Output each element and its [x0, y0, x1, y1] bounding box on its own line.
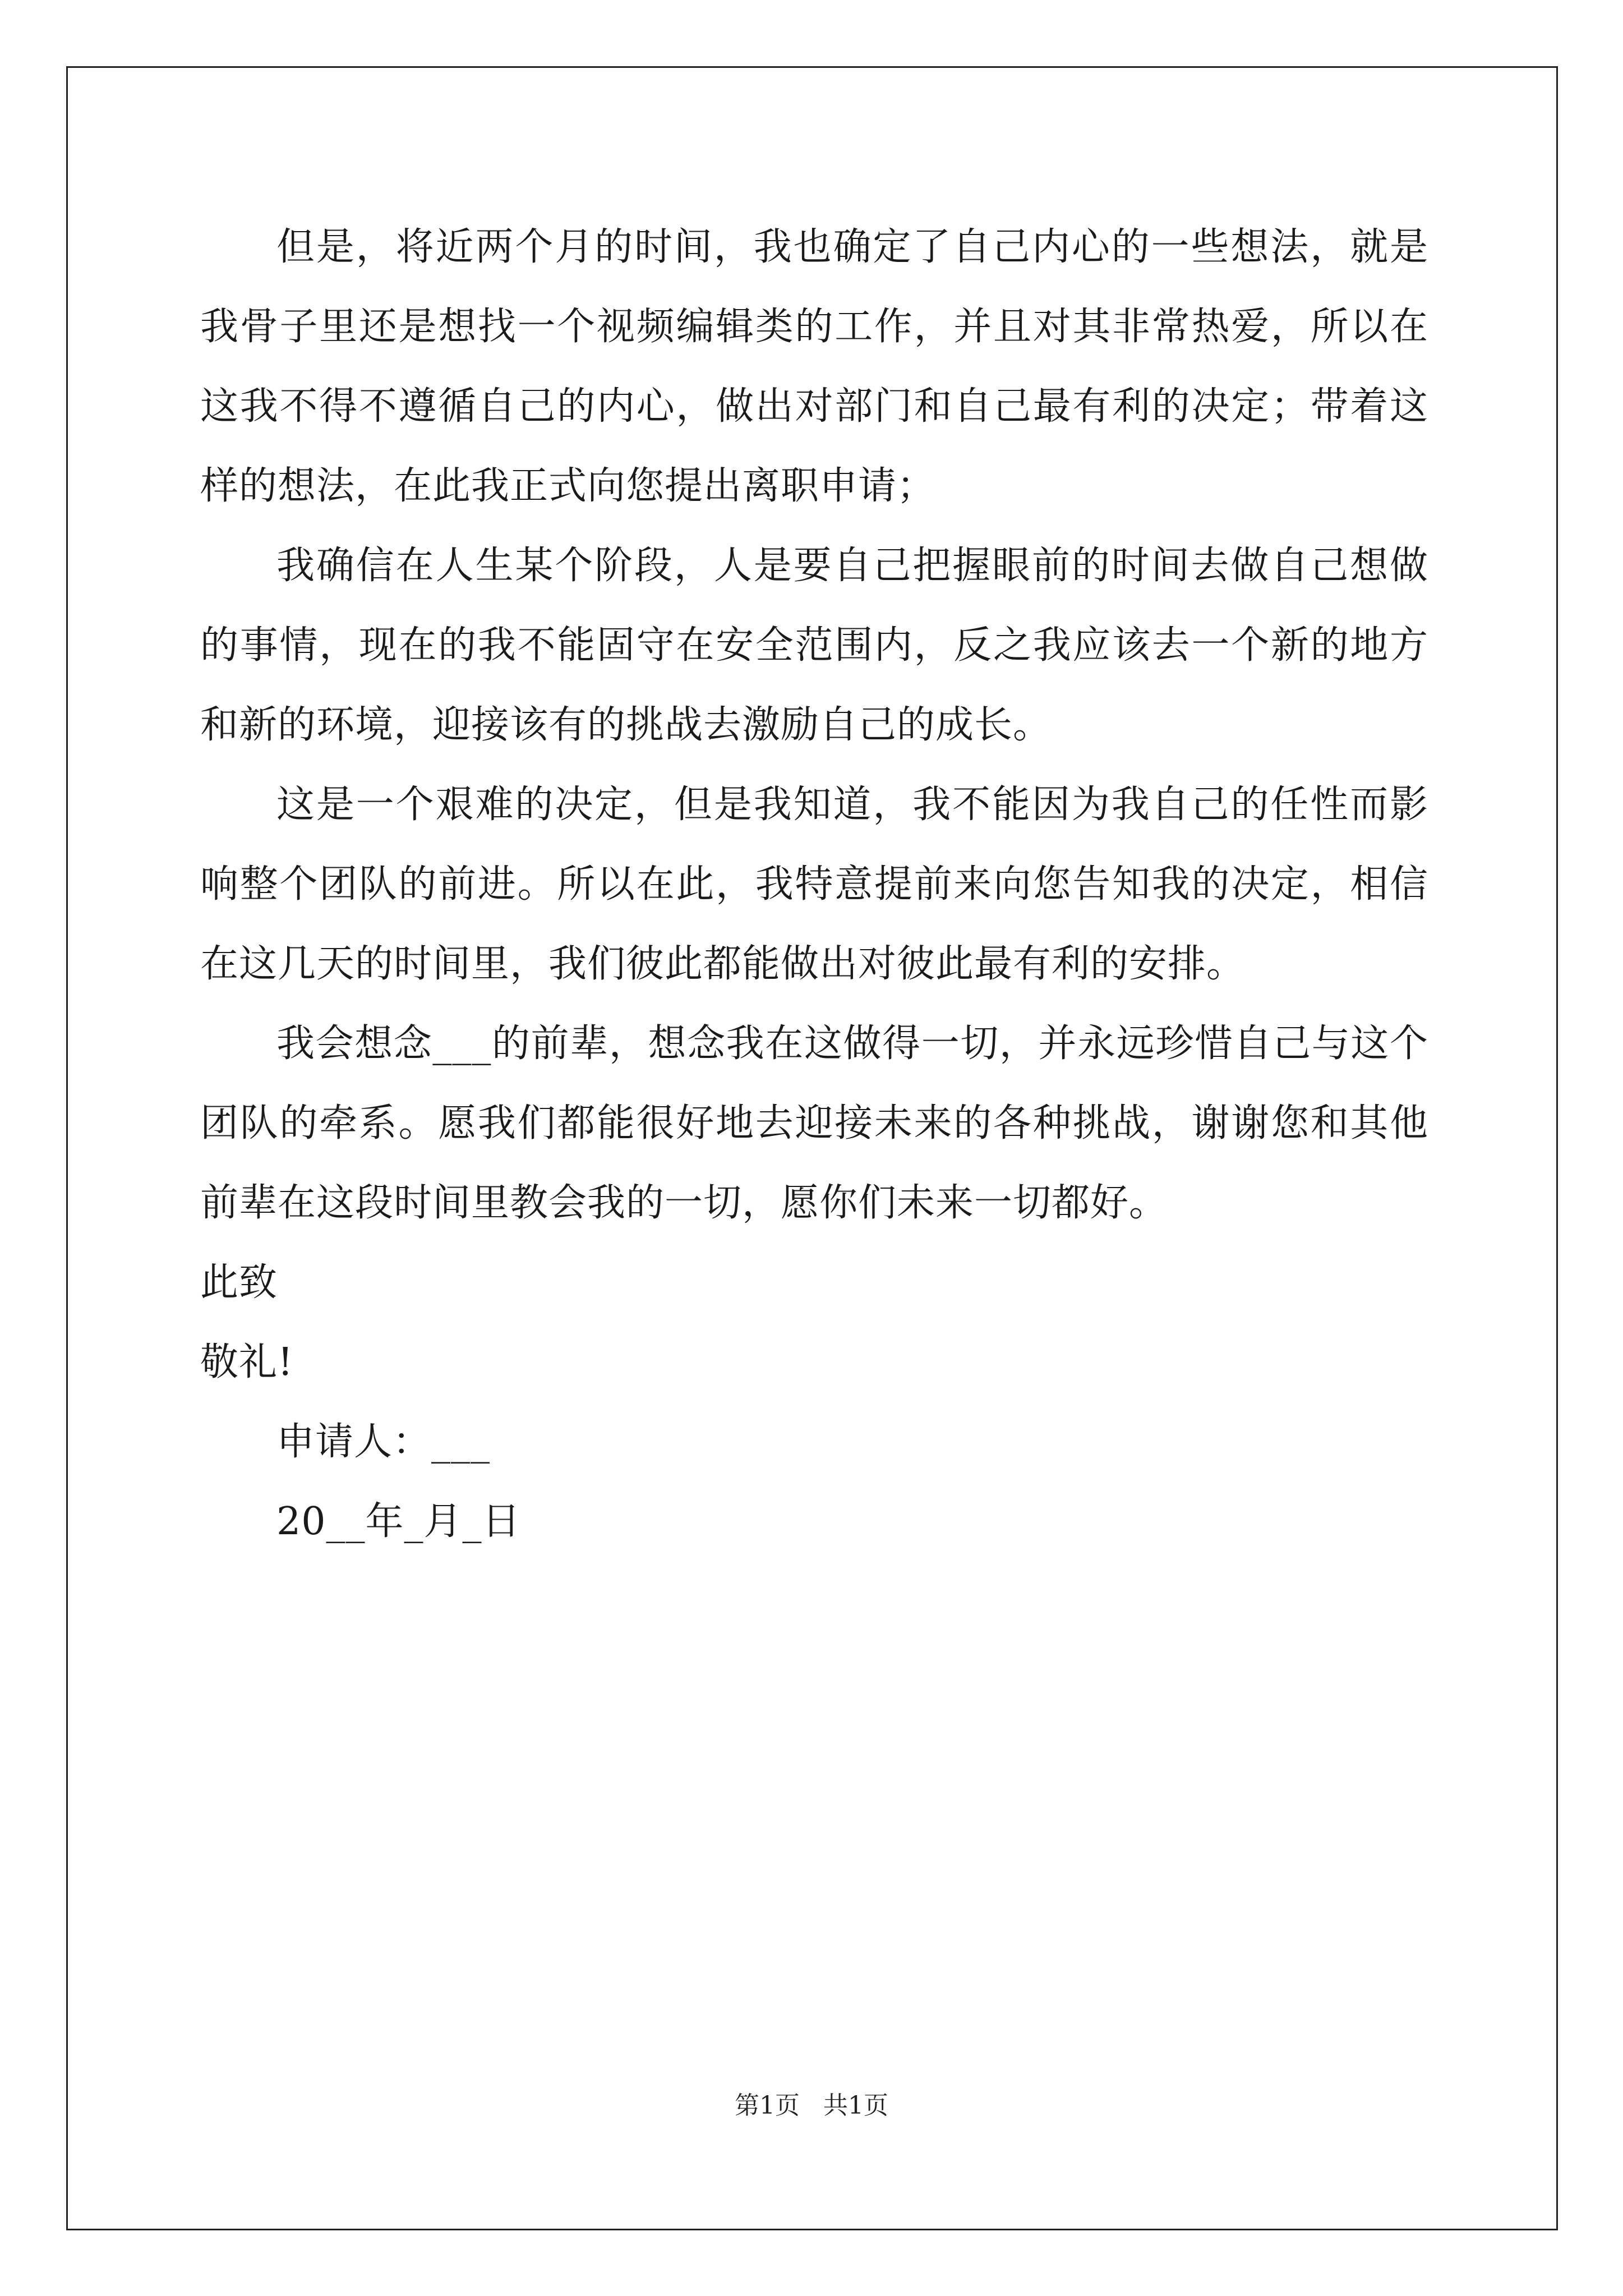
page-total: 共1页 [823, 2091, 888, 2120]
paragraph-belief: 我确信在人生某个阶段，人是要自己把握眼前的时间去做自己想做的事情，现在的我不能固守在安全范围内，反之我应该去一个新的地方和新的环境，迎接该有的挑战去激励自己的成长。 [200, 544, 1428, 747]
closing-salutation: 此致 [200, 1260, 278, 1305]
paragraph-reason: 但是，将近两个月的时间，我也确定了自己内心的一些想法，就是我骨子里还是想找一个视频编辑类的工作，并且对其非常热爱，所以在这我不得不遵循自己的内心，做出对部门和自己最有利的决定；带着这样的想法，在此我正式向您提出离职申请； [200, 225, 1428, 508]
closing-regards: 敬礼! [200, 1340, 294, 1384]
page-number: 第1页 [735, 2091, 800, 2120]
page-footer [0, 2089, 1623, 2123]
applicant-signature: 申请人：___ [276, 1420, 491, 1464]
paragraph-thanks: 我会想念___的前辈，想念我在这做得一切，并永远珍惜自己与这个团队的牵系。愿我们都能很好地去迎接未来的各种挑战，谢谢您和其他前辈在这段时间里教会我的一切，愿你们未来一切都好。 [200, 1022, 1428, 1225]
letter-date: 20__年_月_日 [276, 1499, 521, 1544]
paragraph-decision: 这是一个艰难的决定，但是我知道，我不能因为我自己的任性而影响整个团队的前进。所以在此，我特意提前来向您告知我的决定，相信在这几天的时间里，我们彼此都能做出对彼此最有利的安排。 [200, 783, 1428, 986]
letter-body [200, 208, 1428, 1562]
